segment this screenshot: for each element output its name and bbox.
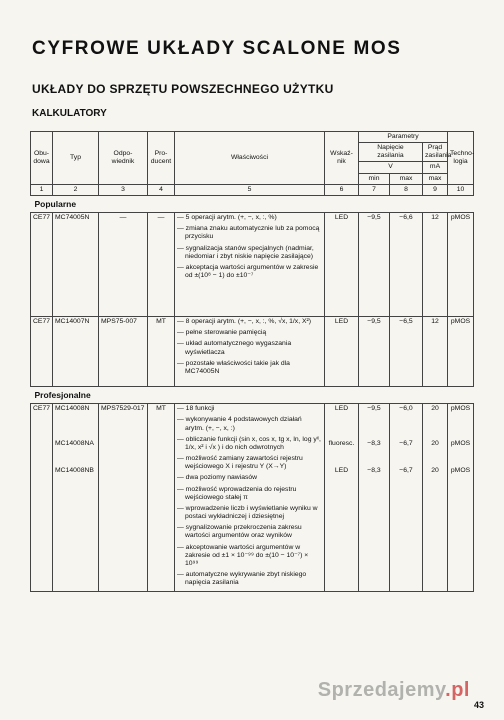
table-row (31, 404, 474, 592)
feature-item: — wprowadzenie liczb i wyświetlanie wyniku w postaci wykładniczej i dziesiętnej (177, 504, 318, 521)
col-num: 4 (148, 184, 175, 195)
cell-max-group (390, 404, 423, 592)
feature-item: — 18 funkcji (177, 405, 215, 413)
col-num: 2 (53, 184, 99, 195)
table-row (31, 317, 474, 387)
cell-obudowa: CE77 (31, 404, 53, 592)
col-num: 9 (423, 184, 448, 195)
header-obudowa: Obu- dowa (31, 132, 53, 185)
cell-wskaznik: LED (334, 466, 349, 474)
column-numbers-row (31, 184, 474, 195)
feature-item: — zmiana znaku automatycznie lub za pomocą przycisku (177, 225, 320, 241)
cell-features (175, 404, 325, 592)
cell-typ: MC74005N (53, 213, 99, 317)
feature-item: — automatyczne wykrywanie zbyt niskiego napięcia zasilania (177, 570, 307, 587)
feature-item: — pełne sterowanie pamięcią (177, 329, 267, 337)
feature-item: — 8 operacji arytm. (+, −, x, :, %, √x, 1/x, X²) (177, 318, 312, 326)
cell-features (175, 213, 325, 317)
section-heading: KALKULATORY (32, 108, 107, 119)
feature-item: — możliwość zamiany zawartości rejestru wejściowego X i rejestru Y (X→Y) (177, 455, 303, 471)
header-prad: Prąd zasilania (423, 143, 448, 162)
watermark (318, 679, 470, 702)
header-max-v: max (390, 173, 423, 184)
feature-item: — układ automatycznego wygaszania wyświetlacza (177, 340, 292, 356)
cell-max: −6,7 (399, 466, 413, 474)
cell-min: −9,5 (359, 317, 390, 387)
page-subtitle: UKŁADY DO SPRZĘTU POWSZECHNEGO UŻYTKU (32, 82, 334, 96)
cell-wskaznik: LED (325, 213, 359, 317)
col-num: 3 (99, 184, 148, 195)
header-odpowiednik: Odpo- wiednik (99, 132, 148, 185)
cell-prad: 12 (423, 213, 448, 317)
header-technologia: Techno- logia (448, 132, 474, 185)
cell-typ: MC14008N (55, 405, 90, 413)
col-num: 7 (359, 184, 390, 195)
cell-wskaznik: LED (325, 317, 359, 387)
cell-min: −9,5 (359, 213, 390, 317)
header-parametry: Parametry (359, 132, 448, 143)
cell-producent: MT (148, 317, 175, 387)
feature-item: — akceptowanie wartości argumentów w zakresie od ±1 × 10⁻⁹⁹ do ±(10 − 10⁻⁷) × 10⁹⁹ (177, 543, 309, 567)
cell-typ: MC14008NA (55, 440, 94, 448)
cell-min: −8,3 (367, 466, 381, 474)
cell-features (175, 317, 325, 387)
col-num: 1 (31, 184, 53, 195)
cell-prad: 20 (431, 466, 439, 474)
col-num: 5 (175, 184, 325, 195)
cell-tech: pMOS (450, 466, 471, 474)
feature-item: — akceptacja wartości argumentów w zakresie od ±(10⁸ − 1) do ±10⁻⁷ (177, 263, 319, 280)
page-number: 43 (473, 700, 484, 710)
cell-min: −8,3 (367, 440, 381, 448)
cell-min-group (359, 404, 390, 592)
cell-typ: MC14008NB (55, 466, 94, 474)
feature-item: — obliczanie funkcji (sin x, cos x, tg x, ln, log yˣ, 1/x, x² i √x ) i do nich odwrotnych (177, 435, 321, 451)
cell-tech: pMOS (448, 317, 474, 387)
page-title: CYFROWE UKŁADY SCALONE MOS (32, 38, 402, 59)
header-unit-ma: mA (423, 162, 448, 173)
cell-obudowa: CE77 (31, 317, 53, 387)
cell-max: −6,0 (399, 405, 413, 413)
col-num: 6 (325, 184, 359, 195)
header-napiecie: Napięcie zasilania (359, 143, 423, 162)
cell-prad-group (423, 404, 448, 592)
header-unit-v: V (359, 162, 423, 173)
cell-typ-group (53, 404, 99, 592)
cell-producent: — (148, 213, 175, 317)
cell-odpowiednik: MPS75-007 (99, 317, 148, 387)
cell-prad: 20 (431, 405, 439, 413)
cell-typ: MC14007N (53, 317, 99, 387)
table-row (31, 213, 474, 317)
cell-wskaznik-group (325, 404, 359, 592)
header-wskaznik: Wskaź- nik (325, 132, 359, 185)
header-producent: Pro- ducent (148, 132, 175, 185)
col-num: 8 (390, 184, 423, 195)
cell-wskaznik: fluoresc. (328, 440, 355, 448)
cell-prad: 20 (431, 440, 439, 448)
header-typ: Typ (53, 132, 99, 185)
feature-item: — sygnalizowanie przekroczenia zakresu wartości argumentów oraz wyników (177, 524, 302, 540)
cell-wskaznik: LED (334, 405, 349, 413)
cell-min: −9,5 (367, 405, 381, 413)
cell-max: −6,7 (399, 440, 413, 448)
cell-max: −6,6 (390, 213, 423, 317)
header-wlasciwosci: Właściwości (175, 132, 325, 185)
col-num: 10 (448, 184, 474, 195)
cell-producent: MT (148, 404, 175, 592)
section-popularne: Popularne (31, 195, 474, 212)
header-max-ma: max (423, 173, 448, 184)
cell-prad: 12 (423, 317, 448, 387)
feature-item: — 5 operacji arytm. (+, −, x, :, %) (177, 214, 277, 222)
cell-tech: pMOS (448, 213, 474, 317)
watermark-suffix: .pl (445, 679, 470, 701)
cell-tech: pMOS (450, 405, 471, 413)
cell-odpowiednik: — (99, 213, 148, 317)
section-profesjonalne: Profesjonalne (31, 387, 474, 404)
feature-item: — możliwość wprowadzenia do rejestru wejściowego stałej π (177, 485, 297, 501)
feature-item: — sygnalizacja stanów specjalnych (nadmiar, niedomiar i zbyt niskie napięcie zasilające) (177, 244, 314, 260)
feature-item: — wykonywanie 4 podstawowych działań arytm. (+, −, x, :) (177, 416, 302, 432)
header-min: min (359, 173, 390, 184)
feature-item: — pozostałe właściwości takie jak dla MC74005N (177, 359, 290, 375)
watermark-text: Sprzedajemy (317, 679, 446, 701)
cell-odpowiednik: MPS7529-017 (99, 404, 148, 592)
cell-tech: pMOS (450, 440, 471, 448)
cell-obudowa: CE77 (31, 213, 53, 317)
calculator-ic-table (30, 131, 474, 592)
cell-tech-group (448, 404, 474, 592)
feature-item: — dwa poziomy nawiasów (177, 474, 258, 482)
cell-max: −6,5 (390, 317, 423, 387)
